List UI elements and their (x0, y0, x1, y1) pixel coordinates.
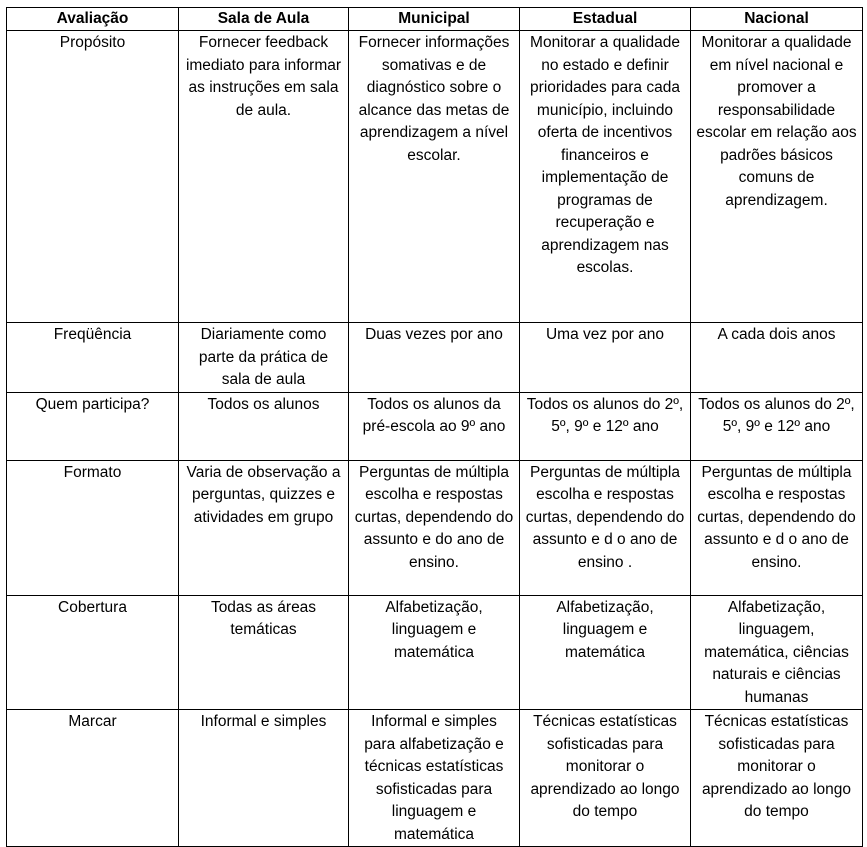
cell-proposito-nacional: Monitorar a qualidade em nível nacional e promover a responsabilidade escolar em relação aos padrões básicos comuns de aprendizagem. (691, 31, 863, 323)
cell-cobertura-estadual: Alfabetização, linguagem e matemática (520, 595, 691, 710)
cell-proposito-municipal: Fornecer informações somativas e de diagnóstico sobre o alcance das metas de aprendizagem a nível escolar. (349, 31, 520, 323)
cell-cobertura-nacional: Alfabetização, linguagem, matemática, ciências naturais e ciências humanas (691, 595, 863, 710)
cell-proposito-sala-de-aula: Fornecer feedback imediato para informar as instruções em sala de aula. (179, 31, 349, 323)
cell-marcar-municipal: Informal e simples para alfabetização e técnicas estatísticas sofisticadas para linguagem e matemática (349, 710, 520, 847)
table-row-formato (7, 460, 863, 595)
header-municipal: Municipal (349, 8, 520, 31)
cell-cobertura-sala-de-aula: Todas as áreas temáticas (179, 595, 349, 710)
cell-quem-participa-nacional: Todos os alunos do 2º, 5º, 9º e 12º ano (691, 392, 863, 460)
header-nacional: Nacional (691, 8, 863, 31)
cell-formato-nacional: Perguntas de múltipla escolha e respostas curtas, dependendo do assunto e d o ano de ensino. (691, 460, 863, 595)
cell-frequencia-nacional: A cada dois anos (691, 323, 863, 393)
cell-frequencia-sala-de-aula: Diariamente como parte da prática de sala de aula (179, 323, 349, 393)
cell-frequencia-municipal: Duas vezes por ano (349, 323, 520, 393)
header-sala-de-aula: Sala de Aula (179, 8, 349, 31)
table-row-frequencia (7, 323, 863, 393)
assessment-comparison-table (6, 7, 863, 847)
row-label-formato: Formato (7, 460, 179, 595)
header-estadual: Estadual (520, 8, 691, 31)
cell-quem-participa-estadual: Todos os alunos do 2º, 5º, 9º e 12º ano (520, 392, 691, 460)
row-label-proposito: Propósito (7, 31, 179, 323)
cell-marcar-sala-de-aula: Informal e simples (179, 710, 349, 847)
table-header (7, 8, 863, 31)
table-body (7, 31, 863, 847)
cell-cobertura-municipal: Alfabetização, linguagem e matemática (349, 595, 520, 710)
cell-formato-sala-de-aula: Varia de observação a perguntas, quizzes e atividades em grupo (179, 460, 349, 595)
row-label-marcar: Marcar (7, 710, 179, 847)
row-label-frequencia: Freqüência (7, 323, 179, 393)
header-avaliacao: Avaliação (7, 8, 179, 31)
row-label-quem-participa: Quem participa? (7, 392, 179, 460)
table-row-quem-participa (7, 392, 863, 460)
cell-quem-participa-sala-de-aula: Todos os alunos (179, 392, 349, 460)
header-row (7, 8, 863, 31)
cell-frequencia-estadual: Uma vez por ano (520, 323, 691, 393)
cell-quem-participa-municipal: Todos os alunos da pré-escola ao 9º ano (349, 392, 520, 460)
cell-formato-municipal: Perguntas de múltipla escolha e respostas curtas, dependendo do assunto e do ano de ensino. (349, 460, 520, 595)
row-label-cobertura: Cobertura (7, 595, 179, 710)
table-row-marcar (7, 710, 863, 847)
table-row-cobertura (7, 595, 863, 710)
cell-proposito-estadual: Monitorar a qualidade no estado e definir prioridades para cada município, incluindo oferta de incentivos financeiros e implementação de programas de recuperação e aprendizagem nas escolas. (520, 31, 691, 323)
cell-marcar-estadual: Técnicas estatísticas sofisticadas para monitorar o aprendizado ao longo do tempo (520, 710, 691, 847)
cell-formato-estadual: Perguntas de múltipla escolha e respostas curtas, dependendo do assunto e d o ano de ensino . (520, 460, 691, 595)
cell-marcar-nacional: Técnicas estatísticas sofisticadas para monitorar o aprendizado ao longo do tempo (691, 710, 863, 847)
table-row-proposito (7, 31, 863, 323)
